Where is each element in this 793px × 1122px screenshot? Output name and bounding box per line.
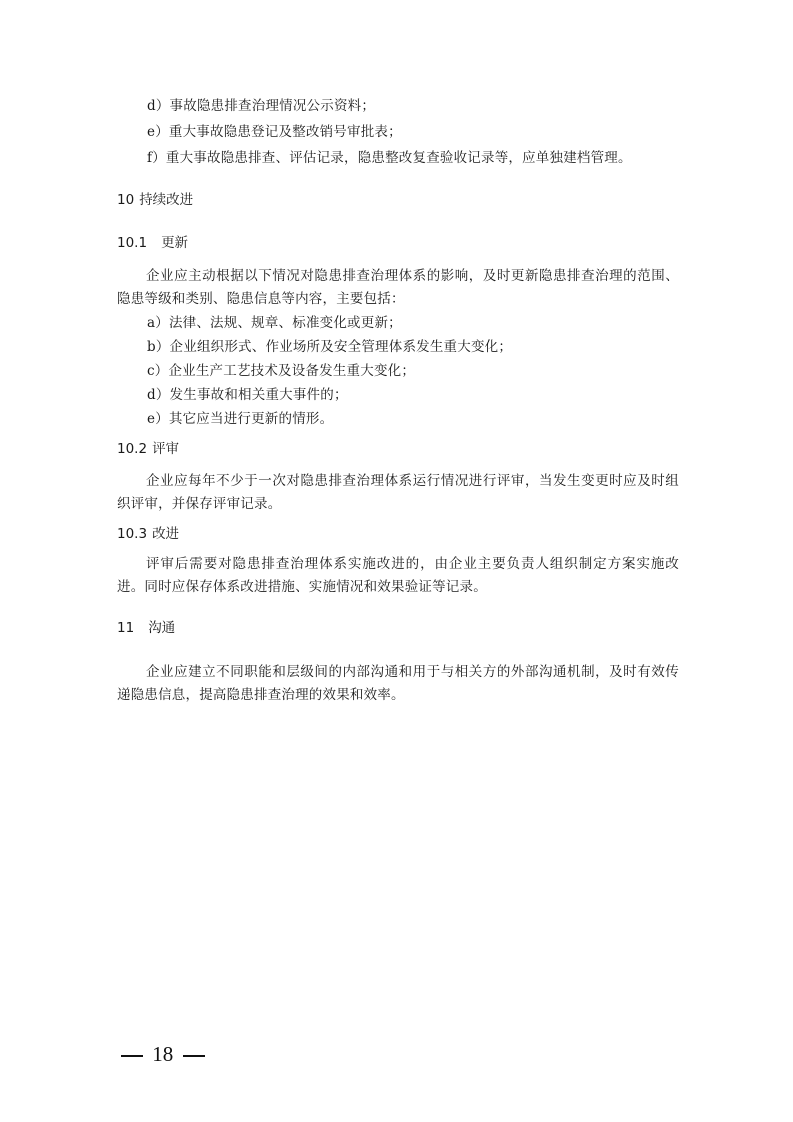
section-11-body: 企业应建立不同职能和层级间的内部沟通和用于与相关方的外部沟通机制，及时有效传递隐患信息，提高隐患排查治理的效果和效率。 (117, 664, 679, 703)
list-item-d: d）事故隐患排查治理情况公示资料； (147, 98, 376, 114)
section-10-3-body: 评审后需要对隐患排查治理体系实施改进的，由企业主要负责人组织制定方案实施改进。同时应保存体系改进措施、实施情况和效果验证等记录。 (117, 556, 679, 595)
section-10-2-number: 10.2 (117, 441, 148, 457)
page-number-footer (117, 1040, 209, 1068)
section-10-2-title: 评审 (152, 441, 180, 457)
section-10-3-number: 10.3 (117, 526, 148, 542)
section-10-3-title: 改进 (152, 526, 180, 542)
list-item-e: e）重大事故隐患登记及整改销号审批表； (147, 124, 402, 140)
section-10-1-item-e: e）其它应当进行更新的情形。 (147, 411, 334, 427)
section-10-2-body: 企业应每年不少于一次对隐患排查治理体系运行情况进行评审，当发生变更时应及时组织评审，并保存评审记录。 (117, 473, 679, 512)
section-10-1-title: 更新 (161, 235, 189, 251)
section-10-1-number: 10.1 (117, 235, 148, 251)
list-item-f: f）重大事故隐患排查、评估记录，隐患整改复查验收记录等，应单独建档管理。 (147, 150, 632, 166)
page-number: 18 (152, 1042, 174, 1066)
section-10-2-heading (117, 439, 179, 459)
section-10-1-item-d: d）发生事故和相关重大事件的； (147, 387, 348, 403)
section-10-1-intro: 企业应主动根据以下情况对隐患排查治理体系的影响，及时更新隐患排查治理的范围、隐患等级和类别、隐患信息等内容，主要包括： (117, 268, 679, 307)
section-11-heading (117, 618, 175, 638)
section-10-1-heading (117, 233, 188, 253)
section-10-heading (117, 190, 193, 210)
section-10-3-heading (117, 524, 179, 544)
section-10-1-item-a: a）法律、法规、规章、标准变化或更新； (147, 315, 402, 331)
section-11-number: 11 (117, 620, 135, 636)
footer-dash-left (121, 1055, 143, 1057)
section-10-number: 10 (117, 192, 135, 208)
footer-dash-right (183, 1055, 205, 1057)
section-10-1-item-c: c）企业生产工艺技术及设备发生重大变化； (147, 363, 416, 379)
section-11-title: 沟通 (148, 620, 176, 636)
section-10-1-item-b: b）企业组织形式、作业场所及安全管理体系发生重大变化； (147, 339, 513, 355)
section-10-title: 持续改进 (139, 192, 194, 208)
